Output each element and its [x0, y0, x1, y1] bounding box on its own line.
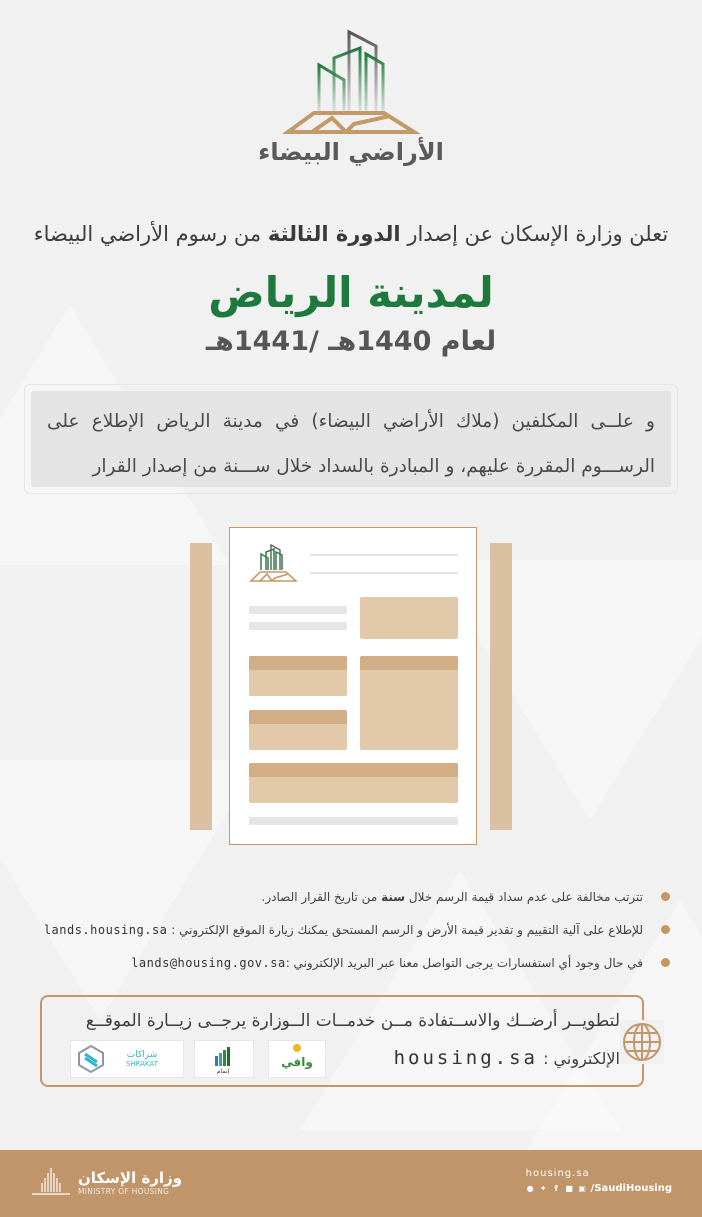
svg-text:SHRAKAT: SHRAKAT	[125, 1060, 159, 1068]
bullet-dot-icon	[661, 958, 670, 967]
ministry-name-en: MINISTRY OF HOUSING	[78, 1186, 170, 1196]
shrakat-logo-icon	[77, 1044, 177, 1074]
partner-logo-wafi[interactable]	[268, 1040, 326, 1078]
lands-email-link[interactable]: lands@housing.gov.sa	[131, 955, 286, 970]
info-item: في حال وجود أي استفسارات يرجى التواصل معنا عبر البريد الإلكتروني :lands@housing.gov.sa	[30, 946, 670, 979]
announcement-headline	[0, 222, 702, 246]
info-item: تترتب مخالفة على عدم سداد قيمة الرسم خلال سنة من تاريخ القرار الصادر.	[30, 880, 670, 913]
partner-logo-shrakat[interactable]	[70, 1040, 184, 1078]
info-item: للإطلاع على آلية التقييم و تقدير قيمة الأرض و الرسم المستحق يمكنك زيارة الموقع الإلكتروني : lands.housing.sa	[30, 913, 670, 946]
ministry-logo	[30, 1166, 182, 1198]
housing-website-link[interactable]: housing.sa	[393, 1047, 538, 1069]
doc-logo-icon	[248, 544, 298, 584]
info-list	[30, 880, 670, 979]
notice-text: و علــى المكلفين (ملاك الأراضي البيضاء) في مدينة الرياض الإطلاع على الرســـوم المقررة عليهم، و المبادرة بالسداد خلال ســـنة من إصدار القرار	[31, 391, 671, 487]
headline-text-start: تعلن وزارة الإسكان عن إصدار	[400, 222, 669, 246]
doc-side-bar-left	[190, 543, 212, 830]
notice-box	[24, 384, 678, 494]
youtube-icon[interactable]: ■	[565, 1184, 573, 1193]
document-illustration	[229, 527, 477, 845]
snapchat-icon[interactable]: ●	[526, 1184, 534, 1193]
wafi-logo-icon	[277, 1042, 317, 1076]
ministry-emblem-icon	[30, 1166, 72, 1198]
instagram-icon[interactable]: ▣	[578, 1184, 586, 1193]
globe-icon	[620, 1020, 664, 1064]
visit-text: لتطويــر أرضــك والاســتفادة مــن خدمــات الــوزارة يرجــى زيــارة الموقــع	[85, 1011, 620, 1031]
facebook-icon[interactable]: f	[554, 1184, 558, 1193]
city-title: لمدينة الرياض	[208, 268, 494, 317]
bullet-dot-icon	[661, 925, 670, 934]
itmam-logo-icon	[209, 1044, 239, 1074]
svg-text:شراكات: شراكات	[126, 1050, 158, 1060]
twitter-icon[interactable]: ✦	[539, 1184, 547, 1193]
visit-url-line: الإلكتروني : housing.sa	[393, 1047, 620, 1069]
partner-logo-itmam[interactable]	[194, 1040, 254, 1078]
bullet-dot-icon	[661, 892, 670, 901]
svg-text:وافي: وافي	[281, 1055, 313, 1069]
doc-side-bar-right	[490, 543, 512, 830]
year-title: لعام 1440هـ /1441هـ	[205, 326, 497, 357]
headline-bold-cycle: الدورة الثالثة	[267, 222, 401, 246]
footer	[0, 1150, 702, 1217]
svg-text:إتمام: إتمام	[216, 1068, 230, 1074]
social-links	[526, 1168, 672, 1194]
social-handle[interactable]: /SaudiHousing	[590, 1183, 672, 1194]
ministry-name-ar: وزارة الإسكان	[78, 1168, 183, 1187]
logo-title: الأراضي البيضاء	[258, 138, 444, 166]
headline-text-end: من رسوم الأراضي البيضاء	[33, 222, 268, 246]
lands-website-link[interactable]: lands.housing.sa	[43, 922, 168, 937]
footer-website-link[interactable]: housing.sa	[525, 1168, 590, 1179]
